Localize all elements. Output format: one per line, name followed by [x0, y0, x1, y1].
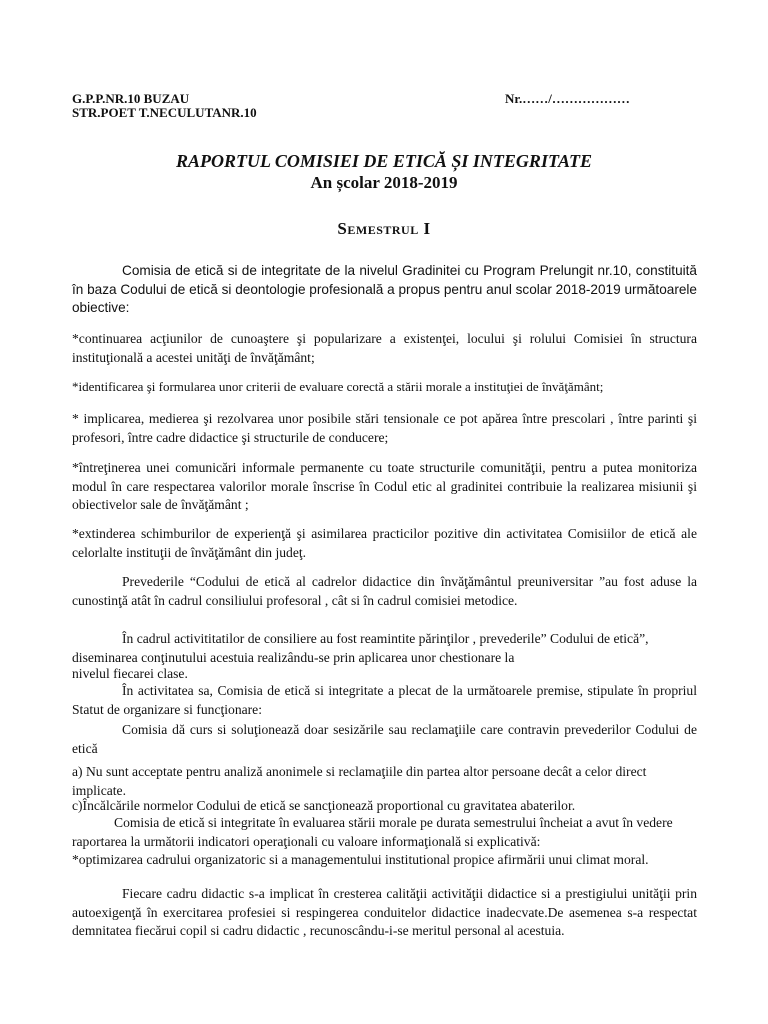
paragraph-provisions: Prevederile “Codului de etică al cadrelor didactice din învăţământul preuniversitar ”au fost aduse la cunostinţă atât în cadrul consiliului profesoral , cât si în cadrul comisiei metodice.: [72, 574, 697, 608]
school-year: An școlar 2018-2019: [310, 173, 458, 192]
paragraph-counseling: În cadrul activititatilor de consiliere au fost reamintite părinţilor , prevederile” Codului de etică”, diseminarea conţinutului acestuia realizându-se prin aplicarea unor chestionare la: [72, 631, 649, 665]
objective-2: *identificarea şi formularea unor criterii de evaluare corectă a stării morale a instituţiei de învăţământ;: [72, 379, 604, 394]
paragraph-intro: Comisia de etică si de integritate de la nivelul Gradinitei cu Program Prelungit nr.10, constituită în baza Codului de etică si deontologie profesională a propus pentru anul scolar 2018-2019 următoarele obiective:: [72, 263, 697, 315]
organization-header: [72, 92, 257, 120]
organization-name: G.P.P.NR.10 BUZAU: [72, 91, 190, 106]
objective-1: *continuarea acţiunilor de cunoaştere şi popularizare a existenţei, locului şi rolului Comisiei în structura instituţională a acestei unităţi de învăţământ;: [72, 331, 697, 365]
report-title: RAPORTUL COMISIEI DE ETICĂ ȘI INTEGRITATE: [176, 151, 592, 171]
registration-number: Nr.……/………………: [505, 91, 630, 106]
paragraph-premises: În activitatea sa, Comisia de etică si integritate a plecat de la următoarele premise, stipulate în propriul Statut de organizare si funcţionare:: [72, 683, 697, 717]
objective-5: *extinderea schimburilor de experienţă şi asimilarea practicilor pozitive din activitatea Comisiilor de etică ale celorlalte instituţii de învăţământ din judeţ.: [72, 526, 697, 560]
indicator-1: *optimizarea cadrului organizatoric si a managementului institutional propice afirmării unui climat moral.: [72, 852, 649, 867]
objective-4: *întreţinerea unei comunicări informale permanente cu toate structurile comunităţii, pentru a putea monitoriza modul în care respectarea valorilor morale înscrise în Codul etic al gradinitei contribuie la realizarea misiunii şi obiectivelor sale de învăţământ ;: [72, 460, 697, 512]
semester-heading: Semestrul I: [337, 219, 431, 238]
organization-address: STR.POET T.NECULUTANR.10: [72, 105, 257, 120]
objective-3: * implicarea, medierea şi rezolvarea unor posibile stări tensionale ce pot apărea între prescolari , între parinti şi profesori, între cadre didactice şi structurile de conducere;: [72, 411, 697, 445]
rule-c: c)Încălcările normelor Codului de etică se sancţionează proportional cu gravitatea abaterilor.: [72, 798, 576, 813]
paragraph-counseling-cont: nivelul fiecarei clase.: [72, 666, 188, 681]
rule-a: a) Nu sunt acceptate pentru analiză anonimele si reclamaţiile din partea altor persoane decât a celor direct implicate.: [72, 764, 647, 798]
paragraph-complaints: Comisia dă curs si soluţionează doar sesizările sau reclamaţiile care contravin prevederilor Codului de etică: [72, 722, 697, 756]
paragraph-evaluation: Comisia de etică si integritate în evaluarea stării morale pe durata semestrului încheiat a avut în vedere raportarea la următorii indicatori operaţionali cu valoare informaţională si explicativă:: [72, 815, 673, 849]
paragraph-teachers: Fiecare cadru didactic s-a implicat în cresterea calităţii activităţii didactice si a prestigiului unităţii prin autoexigenţă în exercitarea profesiei si respingerea conduitelor didactice inadecvate.De asemenea s-a respectat demnitatea fiecărui copil si cadru didactic , recunoscându-i-se meritul personal al acestuia.: [72, 886, 697, 938]
